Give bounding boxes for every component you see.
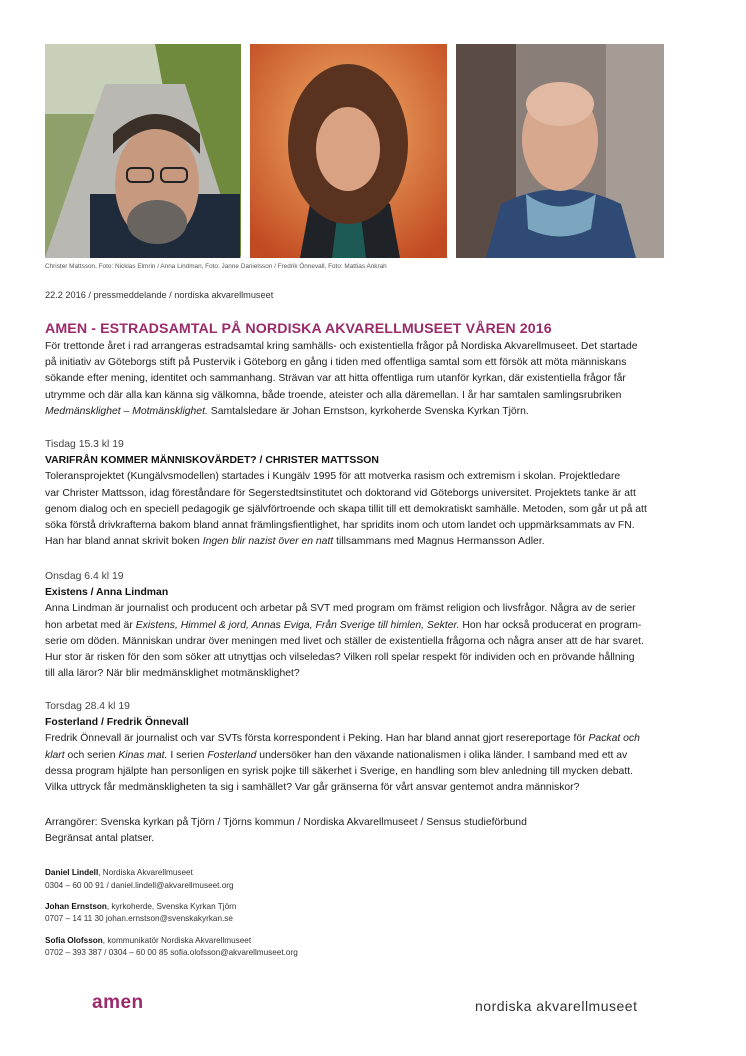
- contact-details[interactable]: 0707 – 14 11 30 johan.ernstson@svenskakyrkan.se: [45, 914, 233, 924]
- capacity-note: Begränsat antal platser.: [45, 833, 155, 845]
- intro-line: [45, 404, 675, 420]
- contact-item: [45, 935, 298, 960]
- theme-italic: Medmänsklighet – Motmänsklighet.: [45, 405, 208, 417]
- contact-name: Johan Ernstson: [45, 901, 107, 911]
- event-line: till alla läror? När blir medmänsklighet motmänsklighet?: [45, 668, 300, 680]
- intro-line-rest: Samtalsledare är Johan Ernstson, kyrkoherde Svenska Kyrkan Tjörn.: [207, 405, 529, 417]
- event-line: [45, 618, 675, 634]
- event-text: och serien: [64, 749, 119, 761]
- intro-line: För trettonde året i rad arrangeras estradsamtal kring samhälls- och existentiella frågor på Nordiska Akvarellmuseet. Det startade: [45, 341, 638, 352]
- event-date: Torsdag 28.4 kl 19: [45, 701, 130, 712]
- photo-fredrik-onnevall: [456, 44, 664, 258]
- intro-line: på initiativ av Göteborgs stift på Pustervik i Göteborg en gång i tiden med offentliga samtal som ett försök att möta människans: [45, 357, 627, 369]
- event-block: [45, 437, 675, 550]
- series-title: Fosterland: [207, 749, 257, 761]
- event-line: söka förstå drivkrafterna bakom bland annat främlingsfientlighet, har spridits inom och utom landet och uppmärksammats av FN.: [45, 520, 635, 532]
- event-heading: Fosterland / Fredrik Önnevall: [45, 717, 189, 729]
- photo-christer-mattsson: [45, 44, 241, 258]
- photo-anna-lindman: [250, 44, 447, 258]
- event-line: var Christer Mattsson, idag föreståndare för Segerstedtsinstitutet och doktorand vid Göteborgs universitet. Projektets tanke är att: [45, 487, 636, 499]
- contact-details[interactable]: 0702 – 393 387 / 0304 – 60 00 85 sofia.olofsson@akvarellmuseet.org: [45, 948, 298, 958]
- event-text: Hon har också producerat en program-: [459, 619, 642, 631]
- event-line: [45, 534, 675, 550]
- contact-item: [45, 901, 298, 926]
- contact-role: , kyrkoherde, Svenska Kyrkan Tjörn: [106, 901, 237, 911]
- event-line: [45, 748, 675, 764]
- contact-item: [45, 867, 298, 892]
- contact-role: , kommunikatör Nordiska Akvarellmuseet: [102, 935, 252, 945]
- event-text: I serien: [167, 749, 208, 761]
- event-block: [45, 569, 675, 682]
- arrangers-line: Arrangörer: Svenska kyrkan på Tjörn / Tjörns kommun / Nordiska Akvarellmuseet / Sensus studieförbund: [45, 817, 527, 828]
- event-line: serie om döden. Människan undrar över meningen med livet och ställer de existentiella frågorna och några anser att de har svaret.: [45, 635, 644, 647]
- event-line: Vilka uttryck får medmänskligheten ta sig i samhället? Var går gränserna för vårt ansvar gentemot andra människor?: [45, 782, 580, 794]
- event-line: Toleransprojektet (Kungälvsmodellen) startades i Kungälv 1995 för att motverka rasism och extremism i skolan. Projektledare: [45, 471, 621, 483]
- contact-name: Sofia Olofsson: [45, 935, 103, 945]
- book-title: Ingen blir nazist över en natt: [202, 536, 334, 548]
- contact-name: Daniel Lindell: [45, 868, 99, 877]
- event-text: tillsammans med Magnus Hermansson Adler.: [333, 536, 545, 548]
- event-text: Han har bland annat skrivit boken: [45, 536, 203, 548]
- dateline: 22.2 2016 / pressmeddelande / nordiska akvarellmuseet: [45, 290, 274, 300]
- event-line: Anna Lindman är journalist och producent och arbetar på SVT med program om främst religion och livsfrågor. Några av de serier: [45, 603, 636, 615]
- series-title: Kinas mat.: [118, 749, 168, 761]
- photo-caption: Christer Mattsson, Foto: Nicklas Elmrin / Anna Lindman, Foto: Janne Danielsson / Fredrik Önnevall, Foto: Mattias Ankrah: [45, 263, 387, 270]
- event-line: Hur stor är risken för den som söker att utnyttjas och vilseledas? Vilken roll spelar respekt för individen och en prövande hållning: [45, 652, 635, 664]
- series-titles: Existens, Himmel & jord, Annas Eviga, Från Sverige till himlen, Sekter.: [135, 619, 460, 631]
- event-line: dessa program hjälpte han personligen en syrisk pojke till säkerhet i Sverige, en handling som blev anledning till mycken debatt.: [45, 765, 633, 777]
- amen-logo: amen: [92, 992, 144, 1013]
- event-line: [45, 731, 675, 747]
- event-text: hon arbetat med är: [45, 619, 136, 631]
- event-heading: Existens / Anna Lindman: [45, 587, 169, 599]
- museum-logo: nordiska akvarellmuseet: [475, 998, 638, 1014]
- contact-details[interactable]: 0304 – 60 00 91 / daniel.lindell@akvarellmuseet.org: [45, 880, 234, 890]
- series-title: Packat och: [588, 733, 640, 745]
- event-date: Tisdag 15.3 kl 19: [45, 439, 124, 450]
- contact-role: , Nordiska Akvarellmuseet: [98, 868, 193, 877]
- contact-list: [45, 867, 298, 968]
- event-date: Onsdag 6.4 kl 19: [45, 571, 124, 582]
- intro-paragraph: [45, 339, 675, 420]
- photo-strip: [45, 44, 665, 258]
- event-line: genom dialog och en speciell pedagogik ge självförtroende och skapa tillit till ett demokratiskt samhälle. Metoden, som går ut på att: [45, 503, 647, 515]
- series-title: klart: [45, 749, 65, 761]
- arrangers: [45, 815, 527, 847]
- event-block: [45, 699, 675, 796]
- page-title: AMEN - ESTRADSAMTAL PÅ NORDISKA AKVARELLMUSEET VÅREN 2016: [45, 321, 552, 337]
- intro-line: sökande efter mening, identitet och sammanhang. Strävan var att hitta offentliga rum utanför kyrkan, där existentiella frågor får: [45, 373, 626, 385]
- event-text: Fredrik Önnevall är journalist och var SVTs första korrespondent i Peking. Han har bland annat gjort resereportage för: [45, 733, 589, 745]
- intro-line: utrymme och där alla kan känna sig välkomna, både troende, ateister och alla däremellan. I år har samtalen samlingsrubriken: [45, 389, 622, 401]
- event-text: undersöker han den växande nationalismen i olika länder. I samband med ett av: [256, 749, 628, 761]
- event-heading: VARIFRÅN KOMMER MÄNNISKOVÄRDET? / CHRISTER MATTSSON: [45, 455, 379, 467]
